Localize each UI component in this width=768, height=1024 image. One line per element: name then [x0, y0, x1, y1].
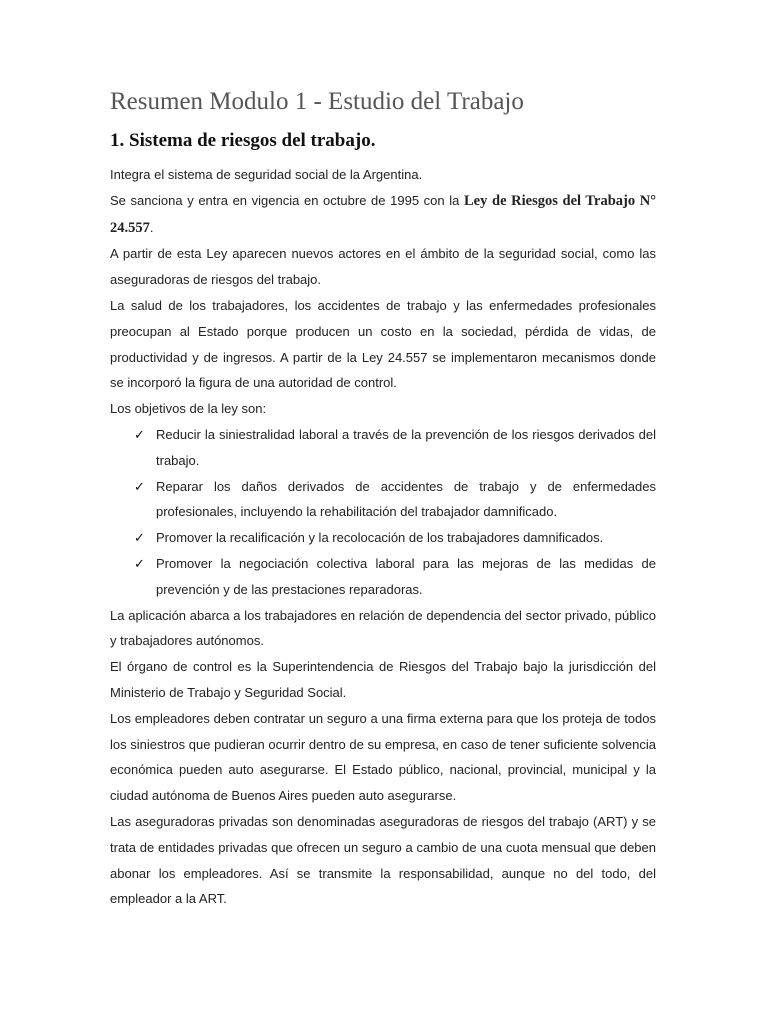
paragraph-3: A partir de esta Ley aparecen nuevos actores en el ámbito de la seguridad social, como las aseguradoras de riesgos del trabajo. [110, 246, 656, 288]
section-heading: 1. Sistema de riesgos del trabajo. [110, 130, 376, 151]
objectives-list [110, 422, 656, 603]
paragraph-1: Integra el sistema de seguridad social de la Argentina. [110, 167, 423, 182]
paragraph-2-text-after: . [149, 219, 154, 235]
objective-item [134, 525, 656, 551]
objective-item [134, 422, 656, 474]
paragraph-4: La salud de los trabajadores, los accidentes de trabajo y las enfermedades profesionales preocupan al Estado porque producen un costo en la sociedad, pérdida de vidas, de productividad y de ingresos. A partir de la Ley 24.557 se implementaron mecanismos donde se incorporó la figura de una autoridad de control. [110, 297, 656, 391]
objective-item [134, 474, 656, 526]
paragraph-2 [110, 188, 656, 242]
paragraph-5: Los objetivos de la ley son: [110, 401, 267, 417]
paragraph-9: Las aseguradoras privadas son denominadas aseguradoras de riesgos del trabajo (ART) y se trata de entidades privadas que ofrecen un seguro a cambio de una cuota mensual que deben abonar los empleadores. Así se transmite la responsabilidad, aunque no del todo, del empleador a la ART. [110, 813, 656, 907]
objective-item [134, 551, 656, 603]
objective-text: Promover la negociación colectiva laboral para las mejoras de las medidas de prevención y de las prestaciones reparadoras. [156, 555, 656, 597]
objective-text: Reducir la siniestralidad laboral a través de la prevención de los riesgos derivados del trabajo. [156, 426, 656, 468]
law-name: Ley de Riesgos del Trabajo N° 24.557 [110, 192, 656, 236]
objective-text: Promover la recalificación y la recolocación de los trabajadores damnificados. [156, 530, 604, 546]
document-title: Resumen Modulo 1 - Estudio del Trabajo [110, 88, 524, 115]
paragraph-8: Los empleadores deben contratar un seguro a una firma externa para que los proteja de todos los siniestros que pudieran ocurrir dentro de su empresa, en caso de tener suficiente solvencia económica pueden auto asegurarse. El Estado público, nacional, provincial, municipal y la ciudad autónoma de Buenos Aires pueden auto asegurarse. [110, 710, 656, 804]
paragraph-7: El órgano de control es la Superintendencia de Riesgos del Trabajo bajo la jurisdicción del Ministerio de Trabajo y Seguridad Social. [110, 659, 656, 700]
paragraph-6: La aplicación abarca a los trabajadores en relación de dependencia del sector privado, público y trabajadores autónomos. [110, 607, 656, 649]
checkmark-icon: ✓ [134, 555, 145, 571]
paragraph-2-text-before: Se sanciona y entra en vigencia en octubre de 1995 con la [110, 192, 465, 208]
checkmark-icon: ✓ [134, 530, 145, 546]
checkmark-icon: ✓ [134, 478, 145, 494]
objective-text: Reparar los daños derivados de accidentes de trabajo y de enfermedades profesionales, incluyendo la rehabilitación del trabajador damnificado. [156, 478, 656, 520]
checkmark-icon: ✓ [134, 426, 145, 442]
